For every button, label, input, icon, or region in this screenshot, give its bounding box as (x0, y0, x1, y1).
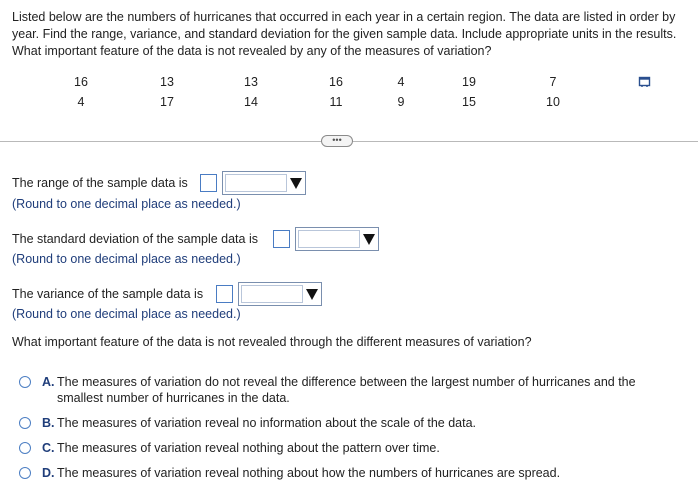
option-a[interactable] (0, 374, 698, 408)
stdev-label: The standard deviation of the sample data is (12, 232, 258, 246)
data-cell: 9 (397, 95, 405, 109)
triangle-down-icon (306, 289, 318, 300)
copy-icon[interactable] (638, 74, 652, 88)
option-a-letter: A. (42, 375, 55, 389)
question-text: Listed below are the numbers of hurricanes that occurred in each year in a certain region. The data are listed in order by year. Find the range, variance, and standard deviation for the given sample data. Include appropriate units in the results. What important feature of the data is not revealed by any of the measures of variation? (12, 10, 677, 58)
more-button[interactable]: ••• (321, 135, 353, 147)
stdev-unit-field (298, 230, 360, 248)
stdev-hint: (Round to one decimal place as needed.) (12, 252, 241, 266)
stdev-unit-select[interactable] (295, 227, 379, 251)
option-c-letter: C. (42, 441, 55, 455)
data-cell: 15 (462, 95, 476, 109)
triangle-down-icon (290, 178, 302, 189)
variance-unit-field (241, 285, 303, 303)
range-label: The range of the sample data is (12, 176, 188, 190)
variance-unit-select[interactable] (238, 282, 322, 306)
data-table (0, 72, 698, 112)
data-cell: 4 (397, 75, 405, 89)
data-cell: 16 (329, 75, 343, 89)
variance-hint: (Round to one decimal place as needed.) (12, 307, 241, 321)
option-a-text: The measures of variation do not reveal the difference between the largest number of hurricanes and the smallest number of hurricanes in the data. (57, 375, 636, 405)
option-d-text: The measures of variation reveal nothing about how the numbers of hurricanes are spread. (57, 466, 561, 480)
data-cell: 10 (546, 95, 560, 109)
data-cell: 16 (74, 75, 88, 89)
feature-question: What important feature of the data is not revealed through the different measures of variation? (12, 335, 532, 349)
variance-input[interactable] (216, 285, 233, 303)
option-c-text: The measures of variation reveal nothing about the pattern over time. (57, 441, 440, 455)
option-c[interactable] (0, 440, 698, 458)
option-b-letter: B. (42, 416, 55, 430)
variance-label: The variance of the sample data is (12, 287, 204, 301)
stdev-input[interactable] (273, 230, 290, 248)
data-cell: 4 (77, 95, 85, 109)
option-b[interactable] (0, 415, 698, 433)
range-hint: (Round to one decimal place as needed.) (12, 197, 241, 211)
data-cell: 19 (462, 75, 476, 89)
option-b-text: The measures of variation reveal no information about the scale of the data. (57, 416, 476, 430)
data-cell: 17 (160, 95, 174, 109)
range-input[interactable] (200, 174, 217, 192)
range-unit-field (225, 174, 287, 192)
data-cell: 13 (244, 75, 258, 89)
data-cell: 11 (329, 95, 343, 109)
triangle-down-icon (363, 234, 375, 245)
option-d[interactable] (0, 465, 698, 483)
data-cell: 7 (549, 75, 557, 89)
range-unit-select[interactable] (222, 171, 306, 195)
data-cell: 13 (160, 75, 174, 89)
option-d-letter: D. (42, 466, 55, 480)
data-cell: 14 (244, 95, 258, 109)
